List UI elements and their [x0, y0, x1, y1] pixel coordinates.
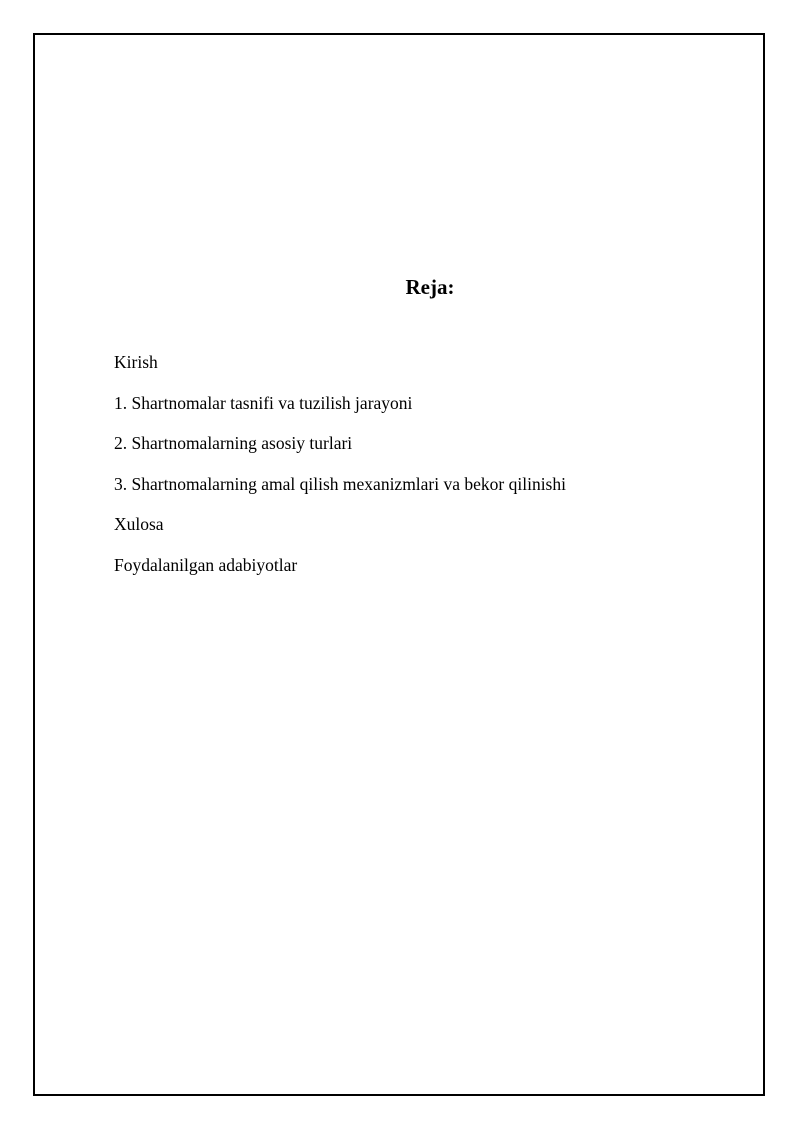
plan-item-2: 2. Shartnomalarning asosiy turlari: [114, 433, 353, 453]
plan-item-1: 1. Shartnomalar tasnifi va tuzilish jarayoni: [114, 392, 413, 413]
plan-item-introduction: Kirish: [114, 352, 158, 372]
plan-item-3: 3. Shartnomalarning amal qilish mexanizmlari va bekor qilinishi: [114, 473, 566, 494]
plan-list: [114, 350, 566, 593]
page-title: Reja:: [405, 275, 455, 299]
plan-item-references: Foydalanilgan adabiyotlar: [114, 554, 298, 575]
plan-item-conclusion: Xulosa: [114, 514, 164, 534]
